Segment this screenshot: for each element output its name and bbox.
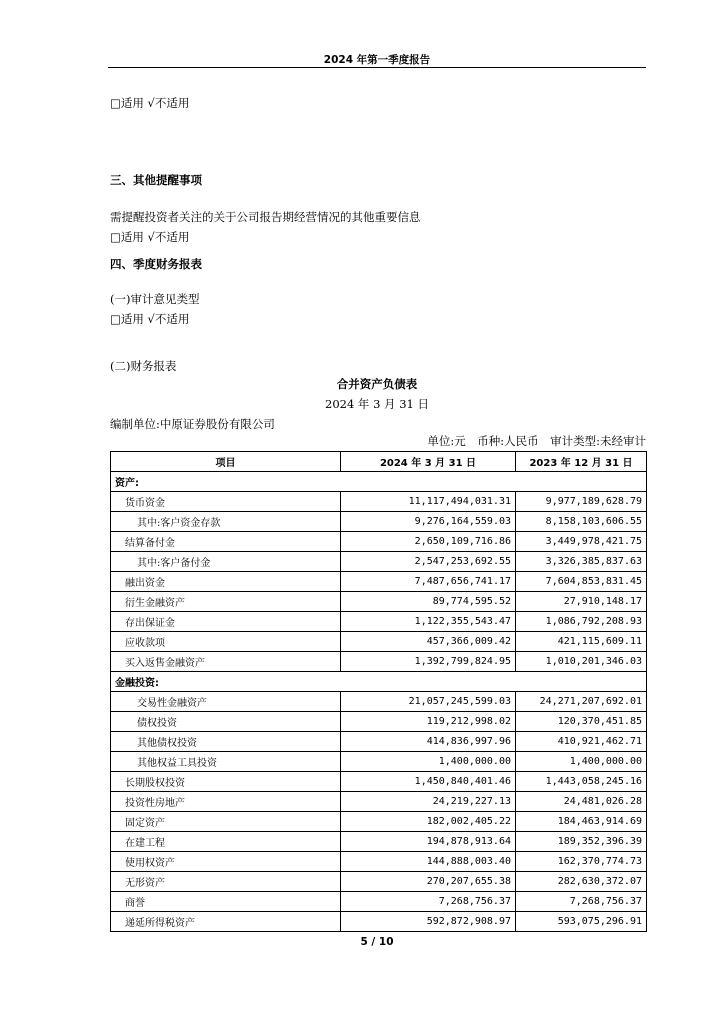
value-prior: 593,075,296.91: [516, 912, 647, 932]
prev-applicability: □适用 √不适用: [110, 96, 190, 110]
statement-date: 2024 年 3 月 31 日: [325, 397, 429, 411]
value-current: 592,872,908.97: [341, 912, 516, 932]
report-header-title: 2024 年第一季度报告: [323, 54, 431, 66]
table-row: [111, 652, 647, 672]
value-prior: 3,326,385,837.63: [516, 552, 647, 572]
section-label: 金融投资:: [111, 672, 647, 692]
row-label: 结算备付金: [111, 532, 341, 552]
header-current-period: 2024 年 3 月 31 日: [341, 452, 516, 472]
value-current: 21,057,245,599.03: [341, 692, 516, 712]
row-label: 长期股权投资: [111, 772, 341, 792]
row-label: 衍生金融资产: [111, 592, 341, 612]
table-row: [111, 872, 647, 892]
value-current: 144,888,003.40: [341, 852, 516, 872]
value-current: 9,276,164,559.03: [341, 512, 516, 532]
table-row: [111, 732, 647, 752]
section3-heading: 三、其他提醒事项: [110, 173, 202, 187]
row-label: 买入返售金融资产: [111, 652, 341, 672]
value-current: 2,547,253,692.55: [341, 552, 516, 572]
table-row: [111, 852, 647, 872]
row-label: 其他权益工具投资: [111, 752, 341, 772]
table-row: [111, 752, 647, 772]
table-row: [111, 892, 647, 912]
section4-heading: 四、季度财务报表: [110, 257, 202, 271]
value-prior: 282,630,372.07: [516, 872, 647, 892]
table-section-row: [111, 672, 647, 692]
value-current: 1,450,840,401.46: [341, 772, 516, 792]
value-current: 7,268,756.37: [341, 892, 516, 912]
section-label: 资产:: [111, 472, 647, 492]
value-prior: 1,010,201,346.03: [516, 652, 647, 672]
value-current: 182,002,405.22: [341, 812, 516, 832]
row-label: 货币资金: [111, 492, 341, 512]
statement-preparer: 编制单位:中原证券股份有限公司: [110, 417, 275, 431]
value-prior: 120,370,451.85: [516, 712, 647, 732]
audit-applicability: □适用 √不适用: [110, 312, 190, 326]
value-prior: 7,268,756.37: [516, 892, 647, 912]
value-prior: 421,115,609.11: [516, 632, 647, 652]
value-current: 89,774,595.52: [341, 592, 516, 612]
table-row: [111, 492, 647, 512]
row-label: 其中:客户资金存款: [111, 512, 341, 532]
row-label: 其中:客户备付金: [111, 552, 341, 572]
value-prior: 3,449,978,421.75: [516, 532, 647, 552]
row-label: 融出资金: [111, 572, 341, 592]
value-current: 194,878,913.64: [341, 832, 516, 852]
header-item: 项目: [111, 452, 341, 472]
row-label: 在建工程: [111, 832, 341, 852]
value-current: 11,117,494,031.31: [341, 492, 516, 512]
row-label: 递延所得税资产: [111, 912, 341, 932]
row-label: 债权投资: [111, 712, 341, 732]
table-row: [111, 592, 647, 612]
value-prior: 24,271,207,692.01: [516, 692, 647, 712]
statement-title: 合并资产负债表: [336, 377, 418, 391]
row-label: 使用权资产: [111, 852, 341, 872]
row-label: 其他债权投资: [111, 732, 341, 752]
table-row: [111, 772, 647, 792]
header-prior-period: 2023 年 12 月 31 日: [516, 452, 647, 472]
table-row: [111, 512, 647, 532]
header-divider: [108, 67, 646, 68]
table-row: [111, 812, 647, 832]
value-prior: 189,352,396.39: [516, 832, 647, 852]
table-row: [111, 832, 647, 852]
value-prior: 7,604,853,831.45: [516, 572, 647, 592]
value-prior: 1,443,058,245.16: [516, 772, 647, 792]
page-number: 5 / 10: [360, 936, 394, 948]
statement-units: 单位:元 币种:人民币 审计类型:未经审计: [427, 434, 646, 448]
table-row: [111, 552, 647, 572]
section3-text: 需提醒投资者关注的关于公司报告期经营情况的其他重要信息: [110, 210, 421, 224]
value-prior: 1,086,792,208.93: [516, 612, 647, 632]
table-section-row: [111, 472, 647, 492]
value-current: 1,400,000.00: [341, 752, 516, 772]
value-current: 414,836,997.96: [341, 732, 516, 752]
table-row: [111, 692, 647, 712]
row-label: 固定资产: [111, 812, 341, 832]
table-row: [111, 712, 647, 732]
value-prior: 27,910,148.17: [516, 592, 647, 612]
table-row: [111, 912, 647, 932]
value-prior: 162,370,774.73: [516, 852, 647, 872]
value-prior: 410,921,462.71: [516, 732, 647, 752]
table-header-row: [111, 452, 647, 472]
row-label: 无形资产: [111, 872, 341, 892]
value-prior: 24,481,026.28: [516, 792, 647, 812]
value-current: 2,650,109,716.86: [341, 532, 516, 552]
table-row: [111, 632, 647, 652]
value-prior: 8,158,103,606.55: [516, 512, 647, 532]
row-label: 存出保证金: [111, 612, 341, 632]
value-prior: 1,400,000.00: [516, 752, 647, 772]
value-prior: 9,977,189,628.79: [516, 492, 647, 512]
table-row: [111, 612, 647, 632]
value-current: 24,219,227.13: [341, 792, 516, 812]
table-row: [111, 572, 647, 592]
audit-heading: (一)审计意见类型: [110, 292, 200, 306]
table-row: [111, 532, 647, 552]
value-current: 1,122,355,543.47: [341, 612, 516, 632]
value-current: 457,366,009.42: [341, 632, 516, 652]
value-current: 1,392,799,824.95: [341, 652, 516, 672]
value-current: 270,207,655.38: [341, 872, 516, 892]
row-label: 应收款项: [111, 632, 341, 652]
row-label: 商誉: [111, 892, 341, 912]
row-label: 交易性金融资产: [111, 692, 341, 712]
section3-applicability: □适用 √不适用: [110, 230, 190, 244]
value-prior: 184,463,914.69: [516, 812, 647, 832]
value-current: 7,487,656,741.17: [341, 572, 516, 592]
row-label: 投资性房地产: [111, 792, 341, 812]
value-current: 119,212,998.02: [341, 712, 516, 732]
balance-sheet-table: [110, 451, 647, 932]
statements-heading: (二)财务报表: [110, 359, 177, 373]
table-row: [111, 792, 647, 812]
